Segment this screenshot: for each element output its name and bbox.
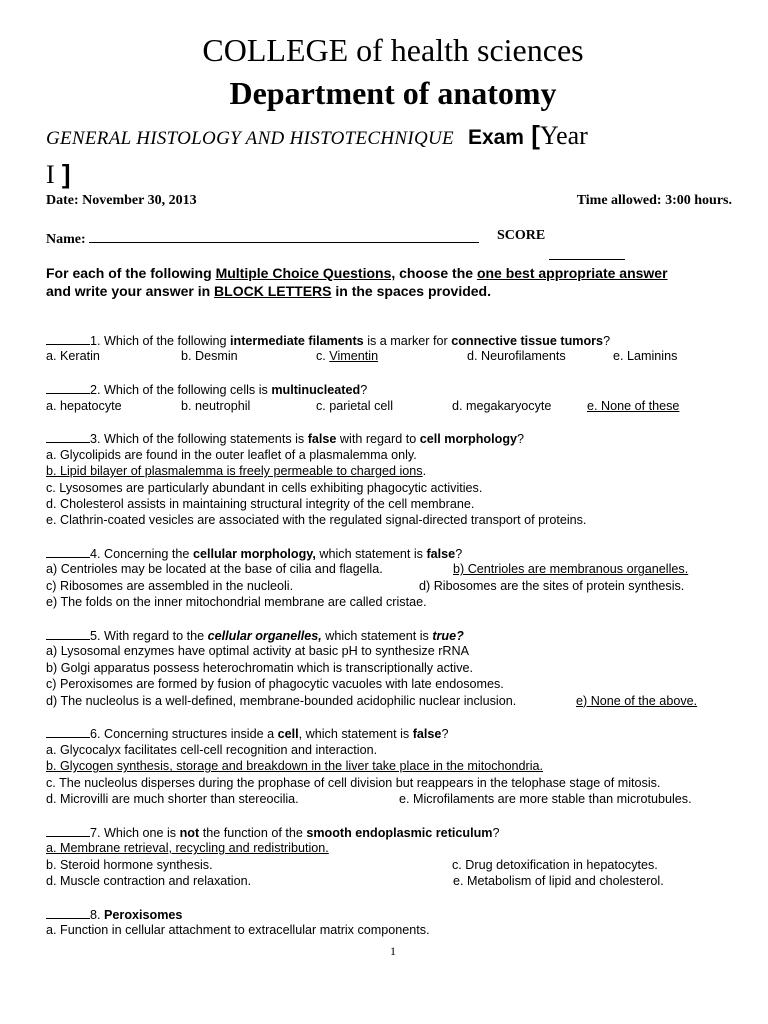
option-c: c. The nucleolus disperses during the prophase of cell division but reappears in the telophase stage of mitosis. xyxy=(46,775,661,790)
exam-word: Exam xyxy=(467,126,524,149)
year-word: Year xyxy=(539,121,588,150)
question-stem: 5. With regard to the cellular organelles, which statement is true? xyxy=(46,627,746,643)
option-d: d. megakaryocyte xyxy=(452,398,552,413)
option-c: c. Lysosomes are particularly abundant in cells exhibiting phagocytic activities. xyxy=(46,480,483,495)
option-d: d) The nucleolus is a well-defined, membrane-bounded acidophilic nuclear inclusion. xyxy=(46,693,517,708)
option-e: e. Clathrin-coated vesicles are associated with the regulated signal-directed transport of proteins. xyxy=(46,513,587,528)
option-a: a) Lysosomal enzymes have optimal activity at basic pH to synthesize rRNA xyxy=(46,644,469,659)
option-d: d. Microvilli are much shorter than stereocilia. xyxy=(46,791,299,806)
answer-blank-8[interactable] xyxy=(46,906,90,919)
option-a: a. hepatocyte xyxy=(46,398,122,413)
options-row xyxy=(46,791,746,807)
bracket-open: [ xyxy=(531,120,540,150)
answer-blank-2[interactable] xyxy=(46,381,90,394)
exam-date: Date: November 30, 2013 xyxy=(46,193,197,208)
options-row xyxy=(46,561,746,577)
option-d: d. Cholesterol assists in maintaining structural integrity of the cell membrane. xyxy=(46,496,475,511)
question-stem: 6. Concerning structures inside a cell, which statement is false? xyxy=(46,725,746,741)
option-a: a. Glycocalyx facilitates cell-cell recognition and interaction. xyxy=(46,742,378,757)
option-e: e. None of these xyxy=(587,398,680,413)
instructions: For each of the following Multiple Choice Questions, choose the one best appropriate answer and write your answer in BLOCK LETTERS in the spaces provided. xyxy=(46,265,668,299)
question-stem: 1. Which of the following intermediate filaments is a marker for connective tissue tumors? xyxy=(46,332,746,348)
page-number: 1 xyxy=(390,944,396,958)
option-b: b) Centrioles are membranous organelles. xyxy=(453,562,689,577)
bracket-close: ] xyxy=(61,159,71,189)
question-4 xyxy=(46,545,746,611)
option-e: e) None of the above. xyxy=(576,693,698,708)
score-label: SCORE xyxy=(497,228,546,243)
year-number: I xyxy=(46,160,55,189)
name-row xyxy=(46,228,479,248)
option-c: c. Drug detoxification in hepatocytes. xyxy=(452,857,658,872)
question-stem: 8. Peroxisomes xyxy=(46,906,746,922)
department-title: Department of anatomy xyxy=(229,75,557,111)
question-2 xyxy=(46,381,746,414)
question-stem: 4. Concerning the cellular morphology, which statement is false? xyxy=(46,545,746,561)
option-b: b. Lipid bilayer of plasmalemma is freely permeable to charged ions. xyxy=(46,464,427,479)
option-c: c. Vimentin xyxy=(316,349,379,364)
option-e: e. Microfilaments are more stable than microtubules. xyxy=(399,791,692,806)
score-field[interactable] xyxy=(549,259,625,260)
answer-blank-3[interactable] xyxy=(46,430,90,443)
questions-list xyxy=(46,332,746,955)
answer-blank-5[interactable] xyxy=(46,627,90,640)
question-stem: 7. Which one is not the function of the smooth endoplasmic reticulum? xyxy=(46,824,746,840)
options-row xyxy=(46,873,746,889)
option-c: c) Peroxisomes are formed by fusion of phagocytic vacuoles with late endosomes. xyxy=(46,677,504,692)
answer-blank-6[interactable] xyxy=(46,725,90,738)
option-e: e. Laminins xyxy=(613,349,678,364)
option-b: b) Golgi apparatus possess heterochromatin which is transcriptionally active. xyxy=(46,660,473,675)
options-row xyxy=(46,398,746,414)
option-c: c) Ribosomes are assembled in the nucleoli. xyxy=(46,578,294,593)
options-row xyxy=(46,578,746,594)
option-e: e) The folds on the inner mitochondrial membrane are called cristae. xyxy=(46,595,427,610)
question-8 xyxy=(46,906,746,939)
option-a: a) Centrioles may be located at the base of cilia and flagella. xyxy=(46,562,383,577)
course-name: GENERAL HISTOLOGY AND HISTOTECHNIQUE xyxy=(46,128,454,149)
course-title xyxy=(46,117,746,157)
option-b: b. Steroid hormone synthesis. xyxy=(46,857,213,872)
option-d: d. Neurofilaments xyxy=(467,349,566,364)
time-allowed: Time allowed: 3:00 hours. xyxy=(576,193,732,208)
option-a: a. Membrane retrieval, recycling and redistribution. xyxy=(46,841,329,856)
option-b: b. Glycogen synthesis, storage and breakdown in the liver take place in the mitochondria. xyxy=(46,759,544,774)
answer-blank-7[interactable] xyxy=(46,824,90,837)
option-b: b. Desmin xyxy=(181,349,238,364)
name-label: Name: xyxy=(46,232,86,247)
question-5 xyxy=(46,627,746,709)
question-6 xyxy=(46,725,746,807)
option-d: d. Muscle contraction and relaxation. xyxy=(46,873,252,888)
course-title-continued xyxy=(46,156,71,193)
question-1 xyxy=(46,332,746,365)
question-stem: 2. Which of the following cells is multinucleated? xyxy=(46,381,746,397)
name-field[interactable] xyxy=(89,228,479,243)
options-row xyxy=(46,857,746,873)
option-a: a. Function in cellular attachment to extracellular matrix components. xyxy=(46,923,430,938)
option-a: a. Glycolipids are found in the outer leaflet of a plasmalemma only. xyxy=(46,447,417,462)
answer-blank-4[interactable] xyxy=(46,545,90,558)
option-e: e. Metabolism of lipid and cholesterol. xyxy=(453,873,664,888)
question-stem: 3. Which of the following statements is false with regard to cell morphology? xyxy=(46,430,746,446)
options-row xyxy=(46,348,746,364)
options-row xyxy=(46,693,746,709)
answer-blank-1[interactable] xyxy=(46,332,90,345)
question-3 xyxy=(46,430,746,528)
college-title: COLLEGE of health sciences xyxy=(202,32,584,68)
option-b: b. neutrophil xyxy=(181,398,251,413)
option-c: c. parietal cell xyxy=(316,398,393,413)
option-a: a. Keratin xyxy=(46,349,100,364)
option-d: d) Ribosomes are the sites of protein synthesis. xyxy=(419,578,685,593)
question-7 xyxy=(46,824,746,890)
